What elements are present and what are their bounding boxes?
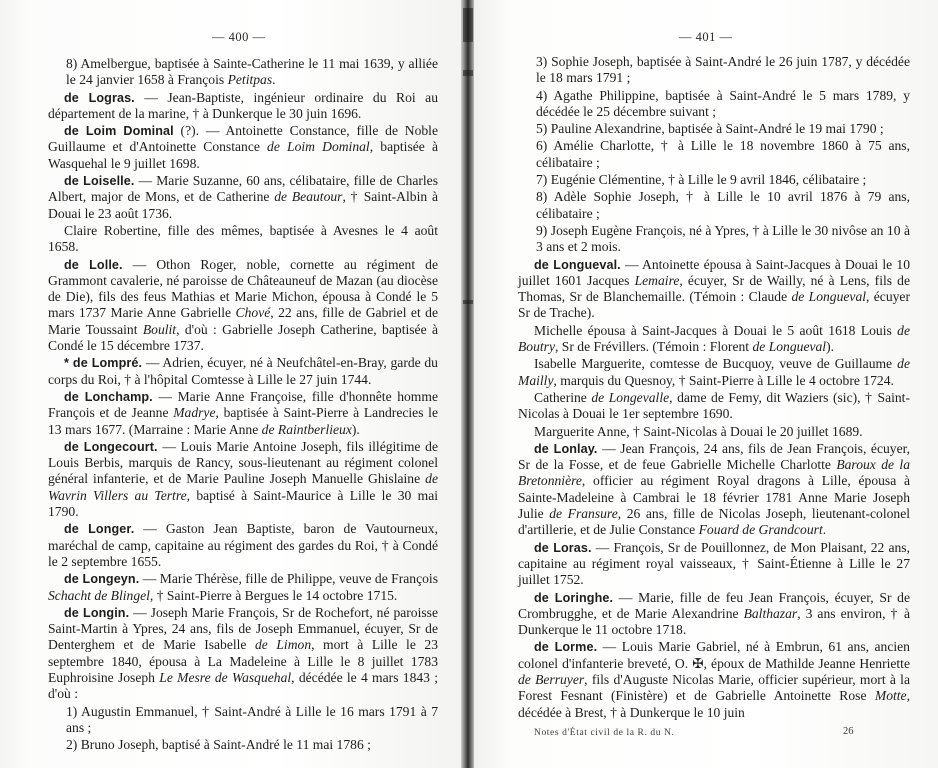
- book-gutter: [461, 0, 475, 768]
- italic-name: de Beautour: [274, 189, 343, 205]
- entry-text: .: [822, 522, 827, 538]
- register-entry: [518, 323, 910, 356]
- italic-name: Le Mesre de Wasquehal: [159, 669, 292, 685]
- register-entry: [48, 223, 438, 256]
- entry-text: , 22 ans, fille de Gabriel et de Marie Toussaint: [48, 305, 438, 337]
- entry-text: — Adrien, écuyer, né à Neufchâtel-en-Bray, garde du corps du Roi, † à l'hôpital Comtesse à Lille le 27 juin 1744.: [48, 355, 438, 387]
- gutter-shadow-mark: [463, 300, 473, 304]
- family-name: de Lonlay.: [534, 441, 598, 456]
- register-entry: [518, 590, 910, 639]
- italic-name: de Wavrin Villers au Tertre: [48, 471, 438, 503]
- italic-name: Madrye: [173, 405, 216, 421]
- entry-text: .: [272, 72, 276, 88]
- entry-text: , écuyer, Sr de Wailly, né à Lens, fils de Thomas, Sr de Blanchemaille. (Témoin : Claude: [518, 272, 911, 305]
- family-name: de Longin.: [64, 605, 130, 620]
- italic-name: Lemaire: [634, 272, 680, 288]
- entry-text: (?). — Antoinette Constance, fille de Noble Guillaume et d'Antoinette Constance: [48, 123, 438, 155]
- list-item: [48, 56, 438, 89]
- register-entry: [48, 521, 438, 570]
- list-item: [518, 189, 910, 222]
- family-name: de Loringhe.: [534, 590, 614, 605]
- register-entry: [518, 540, 910, 589]
- entry-text: — Jean François, 24 ans, fils de Jean François, écuyer, Sr de la Fosse, et de feue Gabrielle Michelle Charlotte: [518, 440, 910, 473]
- family-name: de Longer.: [64, 522, 135, 537]
- italic-name: Schacht de Blingel: [48, 587, 150, 603]
- gutter-shadow-mark: [463, 8, 473, 42]
- register-entry: [48, 173, 438, 222]
- register-entry: [518, 441, 910, 539]
- family-name: de Lonchamp.: [64, 389, 153, 404]
- entry-text: , 3 ans environ, † à Dunkerque le 11 octobre 1718.: [518, 605, 910, 638]
- entry-text: ).: [351, 421, 360, 437]
- left-page: [0, 0, 462, 768]
- entry-text: , baptisé à Saint-Maurice à Lille le 30 mai 1790.: [48, 487, 439, 520]
- family-name: de Lolle.: [64, 257, 123, 272]
- entry-text: , baptisée à Wasquehal le 9 juillet 1698.: [48, 139, 438, 171]
- entry-text: , fils d'Auguste Nicolas Marie, officier supérieur, mort à la Forest Fesnant (Finistère) et de Gabrielle Antoinette Rose: [518, 671, 910, 704]
- family-name: de Loras.: [534, 540, 592, 555]
- entry-text: 9) Joseph Eugène François, né à Ypres, † à Lille le 30 nivôse an 10 à 3 ans et 2 mois.: [536, 222, 910, 255]
- entry-text: ).: [826, 339, 835, 355]
- list-item: [518, 54, 910, 87]
- entry-text: — Jean-Baptiste, ingénieur ordinaire du Roi au département de la marine, † à Dunkerque le 30 juin 1696.: [48, 89, 438, 121]
- entry-text: 8) Adèle Sophie Joseph, † à Lille le 10 avril 1876 à 79 ans, célibataire ;: [536, 189, 910, 221]
- register-entry: [48, 439, 438, 520]
- entry-text: Claire Robertine, fille des mêmes, baptisée à Avesnes le 4 août 1658.: [48, 222, 438, 255]
- entry-text: Michelle épousa à Saint-Jacques à Douai le 5 août 1618 Louis: [534, 322, 898, 338]
- register-entry: [48, 571, 438, 604]
- entry-text: , officier au régiment Royal dragons à Lille, épousa à Sainte-Madeleine à Cambrai le 18 février 1781 Anne Marie Joseph Julie: [518, 473, 910, 522]
- entry-text: — Marie Anne Françoise, fille d'honnête homme François et de Jeanne: [48, 388, 438, 421]
- italic-name: Motte: [874, 688, 907, 704]
- entry-text: , décédée le 4 mars 1843 ; d'où :: [48, 669, 439, 702]
- entry-text: 8) Amelbergue, baptisée à Sainte-Catherine le 11 mai 1639, y alliée le 24 janvier 1658 à François: [66, 56, 438, 88]
- register-entry: [48, 123, 438, 172]
- family-name: de Longecourt.: [64, 439, 158, 454]
- entry-text: — Antoinette épousa à Saint-Jacques à Douai le 10 juillet 1601 Jacques: [518, 256, 910, 288]
- signature-number: 26: [843, 726, 854, 737]
- register-entry: [48, 257, 438, 355]
- register-entry: [48, 90, 438, 123]
- entry-text: 5) Pauline Alexandrine, baptisée à Saint-André le 19 mai 1790 ;: [536, 121, 884, 137]
- list-item: [48, 737, 438, 753]
- entry-text: 2) Bruno Joseph, baptisé à Saint-André le 11 mai 1786 ;: [66, 737, 371, 753]
- entry-text: — Othon Roger, noble, cornette au régiment de Grammont cavalerie, né paroisse de Châteauneuf de Mazan (au diocèse de Die), fils des feus Mathias et Marie Michon, épousa à Condé le 5 mars 1737 Marie Anne Gabrielle: [48, 256, 438, 321]
- entry-text: — Joseph Marie François, Sr de Rochefort, né paroisse Saint-Martin à Ypres, 24 ans, fils de Joseph Emmanuel, écuyer, Sr de Denterghem et de Marie Isabelle: [48, 604, 438, 653]
- list-item: [518, 172, 910, 188]
- entry-text: , † Saint-Albin à Douai le 23 août 1736.: [48, 189, 438, 221]
- left-page-text: [48, 56, 438, 754]
- entry-text: — François, Sr de Pouillonnez, de Mon Plaisant, 22 ans, capitaine au régiment royal vaisseaux, † Saint-Étienne à Lille le 27 juillet 1752.: [518, 539, 910, 588]
- entry-text: , d'où : Gabrielle Joseph Catherine, baptisée à Condé le 15 décembre 1737.: [48, 321, 438, 354]
- list-item: [518, 121, 910, 137]
- italic-name: de Raintberlieux: [261, 421, 352, 437]
- italic-name: de Longueval: [791, 289, 867, 305]
- family-name: de Lorme.: [534, 640, 598, 655]
- italic-name: de Longevalle: [591, 389, 670, 405]
- register-entry: [518, 356, 910, 389]
- italic-name: de Fransure: [549, 506, 618, 522]
- gutter-shadow-mark: [463, 70, 473, 76]
- list-item: [518, 88, 910, 121]
- entry-text: , baptisée à Saint-Pierre à Landrecies le 13 mars 1677. (Marraine : Marie Anne: [48, 405, 438, 437]
- register-entry: [518, 257, 910, 322]
- entry-text: — Gaston Jean Baptiste, baron de Vautourneux, maréchal de camp, capitaine au régiment des gardes du Roi, † à Condé le 2 septembre 1655.: [48, 521, 438, 569]
- italic-name: Balthazar: [743, 605, 798, 621]
- italic-name: de Limon: [255, 637, 312, 653]
- italic-name: Fouard de Grandcourt: [698, 522, 823, 538]
- italic-name: de Loim Dominal: [267, 139, 370, 155]
- entry-text: , † Saint-Pierre à Bergues le 14 octobre 1715.: [149, 587, 398, 603]
- entry-text: — Louis Marie Antoine Joseph, fils illégitime de Louis Berbis, marquis de Rancy, sous-lieutenant au régiment colonel général infanterie, et de Marie Pauline Joseph Manuelle Ghislaine: [48, 438, 438, 487]
- entry-text: 7) Eugénie Clémentine, † à Lille le 9 avril 1846, célibataire ;: [536, 172, 867, 188]
- right-page-text: [518, 54, 910, 722]
- entry-text: — Louis Marie Gabriel, né à Embrun, 61 ans, ancien colonel d'infanterie breveté, O. ✠, époux de Mathilde Jeanne Henriette: [518, 639, 910, 671]
- register-entry: [518, 639, 910, 720]
- family-name: de Longueval.: [534, 257, 621, 272]
- entry-text: — Marie Thérèse, fille de Philippe, veuve de François: [139, 571, 438, 587]
- italic-name: Petitpas: [227, 72, 273, 88]
- entry-text: 1) Augustin Emmanuel, † Saint-André à Lille le 16 mars 1791 à 7 ans ;: [66, 703, 438, 735]
- entry-text: , décédée à Brest, † à Dunkerque le 10 juin: [518, 688, 910, 720]
- italic-name: de Longueval: [752, 339, 827, 355]
- entry-text: , Sr de Frévillers. (Témoin : Florent: [555, 339, 753, 355]
- italic-name: Chové: [235, 305, 271, 321]
- entry-text: — Marie Suzanne, 60 ans, célibataire, fille de Charles Albert, major de Mons, et de Catherine: [48, 173, 438, 205]
- entry-text: , 26 ans, fille de Nicolas Joseph, lieutenant-colonel d'artillerie, et de Julie Constance: [518, 506, 911, 538]
- family-name: * de Lompré.: [64, 356, 143, 371]
- entry-text: 3) Sophie Joseph, baptisée à Saint-André le 26 juin 1787, y décédée le 18 mars 1791 ;: [536, 54, 910, 86]
- register-entry: [518, 424, 910, 440]
- right-page-number: — 401 —: [679, 30, 733, 44]
- entry-text: — Marie, fille de feu Jean François, écuyer, Sr de Crombrugghe, et de Marie Alexandrine: [518, 589, 911, 621]
- right-page: [474, 0, 938, 768]
- family-name: de Loim Dominal: [64, 124, 174, 139]
- entry-text: , écuyer Sr de Trache).: [518, 289, 910, 321]
- family-name: de Logras.: [64, 90, 135, 105]
- list-item: [518, 138, 910, 171]
- italic-name: de Mailly: [518, 356, 910, 388]
- family-name: de Longeyn.: [64, 572, 140, 587]
- italic-name: Baroux de la Bretonnière: [518, 457, 910, 489]
- page-footer: Notes d'État civil de la R. du N.: [534, 728, 675, 738]
- entry-text: , mort à Lille le 23 septembre 1840, épousa à La Madeleine à Lille le 8 juillet 1783 Euphroisine Joseph: [48, 637, 438, 685]
- entry-text: Marguerite Anne, † Saint-Nicolas à Douai le 20 juillet 1689.: [534, 423, 863, 439]
- entry-text: , marquis du Quesnoy, † Saint-Pierre à Lille le 4 octobre 1724.: [553, 372, 894, 388]
- entry-text: 6) Amélie Charlotte, † à Lille le 18 novembre 1860 à 75 ans, célibataire ;: [536, 138, 910, 170]
- left-page-number: — 400 —: [212, 30, 266, 44]
- entry-text: Isabelle Marguerite, comtesse de Bucquoy, veuve de Guillaume: [534, 356, 898, 372]
- entry-text: Catherine: [534, 389, 592, 405]
- register-entry: [48, 605, 438, 703]
- entry-text: , dame de Femy, dit Waziers (sic), † Saint-Nicolas à Douai le 1er septembre 1690.: [518, 389, 910, 422]
- italic-name: de Berruyer: [518, 671, 585, 687]
- italic-name: Boulit: [142, 321, 177, 337]
- register-entry: [48, 355, 438, 388]
- family-name: de Loiselle.: [64, 174, 135, 189]
- list-item: [518, 223, 910, 256]
- italic-name: de Boutry: [518, 322, 910, 355]
- register-entry: [48, 389, 438, 438]
- register-entry: [518, 390, 910, 423]
- entry-text: 4) Agathe Philippine, baptisée à Saint-André le 5 mars 1789, y décédée le 25 décembre suivant ;: [536, 87, 910, 119]
- list-item: [48, 704, 438, 737]
